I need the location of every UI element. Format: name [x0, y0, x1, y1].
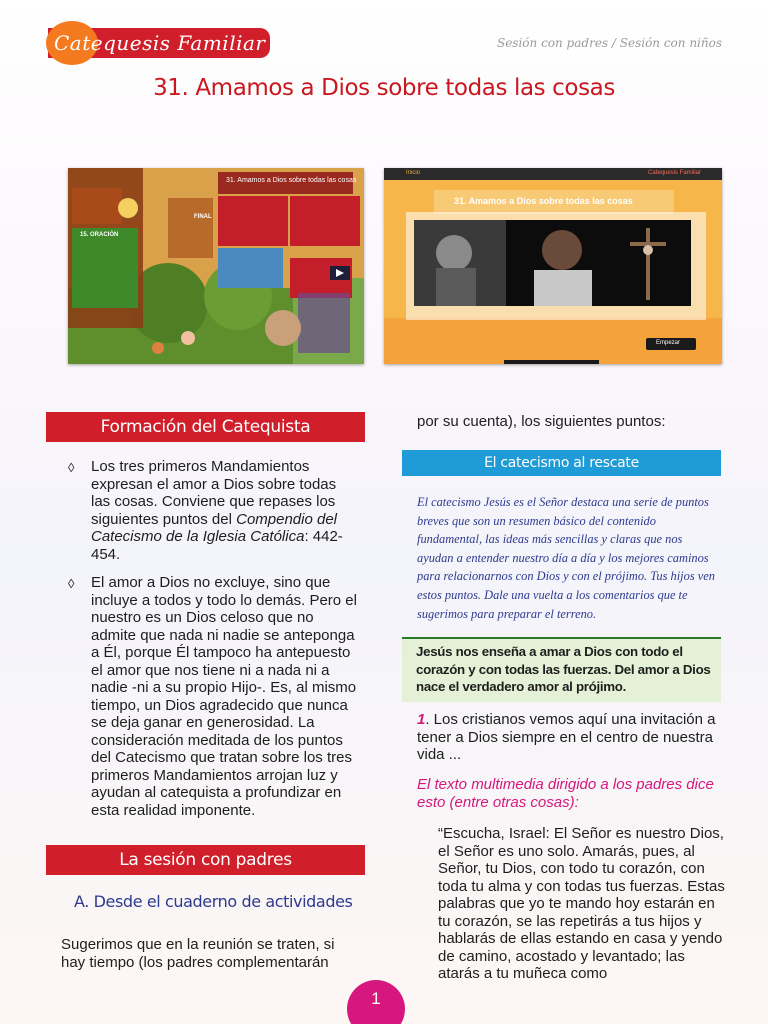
left-shot-title: 31. Amamos a Dios sobre todas las cosas — [226, 177, 357, 184]
continuation-text: por su cuenta), los siguientes puntos: — [417, 413, 666, 430]
key-point-box: Jesús nos enseña a amar a Dios con todo el corazón y con todas las fuerzas. Del amor a Dios nace el verdadero amor al prójimo. — [402, 637, 721, 702]
left-shot-final-label: FINAL — [194, 214, 212, 220]
brand-title: Catequesis Familiar — [54, 31, 266, 55]
diamond-bullet-icon: ◊ — [68, 576, 75, 591]
session-label: Sesión con padres / Sesión con niños — [496, 36, 722, 50]
formacion-bullet-1: Los tres primeros Mandamientos expresan el amor a Dios sobre todas las cosas. Conviene que repases los siguientes puntos del Compendio del Catecismo de la Iglesia Católica: 442-454. — [91, 458, 343, 563]
page-title: 31. Amamos a Dios sobre todas las cosas — [153, 75, 615, 101]
right-shot-brand: Catequesis Familiar — [648, 170, 702, 176]
point-1-text: 1. Los cristianos vemos aquí una invitación a tener a Dios siempre en el centro de nuestra vida ... — [417, 711, 716, 763]
multimedia-intro-text: El texto multimedia dirigido a los padres dice esto (entre otras cosas): — [417, 776, 714, 811]
right-shot-title: 31. Amamos a Dios sobre todas las cosas — [454, 196, 633, 206]
catecismo-heading: El catecismo al rescate — [402, 450, 721, 476]
formacion-heading: Formación del Catequista — [46, 412, 365, 442]
diamond-bullet-icon: ◊ — [68, 460, 75, 475]
activity-board-illustration — [68, 168, 364, 364]
point-number: 1 — [417, 711, 426, 728]
activity-screenshot-left — [68, 168, 364, 364]
formacion-bullet-2: El amor a Dios no excluye, sino que incluye a todos y todo lo demás. Pero el nuestro es un Dios celoso que no admite que nada ni nadie se anteponga a Él, porque Él tampoco ha antepuesto el amor que nos tiene ni a nada ni a nadie -ni a su propio Hijo-. Es, al mismo tiempo, un Dios agradecido que nunca se deja ganar en generosidad. La consideración meditada de los puntos del Catecismo que tratan sobre los tres primeros Mandamientos arrojan luz y ayudan al catequista a profundizar en esta realidad imponente. — [91, 574, 357, 819]
sesion-paragraph: Sugerimos que en la reunión se traten, si hay tiempo (los padres complementarán — [61, 936, 335, 971]
left-shot-prayer-label: 15. ORACIÓN — [80, 232, 119, 238]
sesion-padres-heading: La sesión con padres — [46, 845, 365, 875]
start-button[interactable]: Empezar — [656, 340, 681, 346]
page-number: 1 — [347, 980, 405, 1024]
scripture-quote: “Escucha, Israel: El Señor es nuestro Dios, el Señor es uno solo. Amarás, pues, al Señor, tu Dios, con todo tu corazón, con toda tu alma y con todas tus fuerzas. Estas palabras que yo te mando hoy estarán en tu corazón, se las repetirás a tus hijos y hablarás de ellas estando en casa y yendo de camino, acostado y levantado; las atarás a tu muñeca como — [438, 825, 725, 982]
catecismo-text: El catecismo Jesús es el Señor destaca una serie de puntos breves que son un resumen básico del contenido fundamental, las ideas más sencillas y claras que nos ayudan a entender nuestro día a día y los mejores caminos para relacionarnos con Dios y con el prójimo. Tus hijos ven estos puntos. Dale una vuelta a los comentarios que te sugerimos para preparar el terreno. — [417, 495, 715, 621]
nav-home-link[interactable]: Inicio — [406, 170, 421, 176]
activity-notebook-subheading: A. Desde el cuaderno de actividades — [74, 892, 353, 911]
activity-screenshot-right — [384, 168, 722, 364]
